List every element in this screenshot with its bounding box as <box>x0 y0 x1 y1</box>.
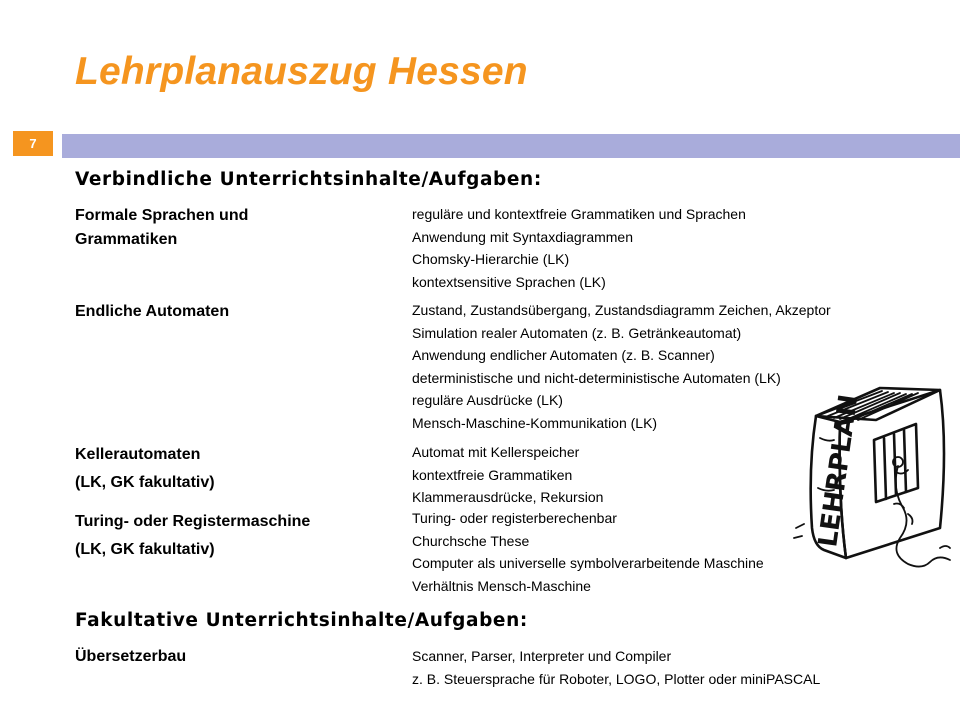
slide-title: Lehrplanauszug Hessen <box>75 50 528 93</box>
list-item: Chomsky-Hierarchie (LK) <box>412 251 570 268</box>
book-spine-label: LEHRPLAN <box>813 392 865 549</box>
topic-title: Kellerautomaten (LK, GK fakultativ) <box>75 446 215 491</box>
list-item: kontextsensitive Sprachen (LK) <box>412 273 606 290</box>
topic-items <box>412 299 831 435</box>
list-item: Churchsche These <box>412 532 530 549</box>
list-item: reguläre und kontextfreie Grammatiken und Sprachen <box>412 206 746 222</box>
list-item: Computer als universelle symbolverarbeitende Maschine <box>412 555 764 572</box>
list-item: Automat mit Kellerspeicher <box>412 444 580 460</box>
topic-title: Endliche Automaten <box>75 303 230 320</box>
list-item: Simulation realer Automaten (z. B. Getränkeautomat) <box>412 324 742 341</box>
topic-title: Formale Sprachen und Grammatiken <box>75 207 249 248</box>
list-item: reguläre Ausdrücke (LK) <box>412 392 563 409</box>
topic-title: Turing- oder Registermaschine (LK, GK fakultativ) <box>75 513 311 558</box>
list-item: Anwendung mit Syntaxdiagrammen <box>412 228 634 245</box>
list-item: z. B. Steuersprache für Roboter, LOGO, Plotter oder miniPASCAL <box>412 670 821 687</box>
list-item: Turing- oder registerberechenbar <box>412 510 617 526</box>
topic-items <box>412 507 764 597</box>
list-item: kontextfreie Grammatiken <box>412 466 573 483</box>
page-number-badge: 7 <box>13 131 53 156</box>
list-item: Verhältnis Mensch-Maschine <box>412 577 591 594</box>
mandatory-heading: Verbindliche Unterrichtsinhalte/Aufgaben: <box>75 169 542 190</box>
topic-items <box>412 645 820 690</box>
list-item: Klammerausdrücke, Rekursion <box>412 489 604 506</box>
topic-items <box>412 441 603 509</box>
list-item: Mensch-Maschine-Kommunikation (LK) <box>412 414 658 431</box>
list-item: deterministische und nicht-deterministische Automaten (LK) <box>412 369 781 386</box>
topic-items <box>412 203 746 293</box>
list-item: Zustand, Zustandsübergang, Zustandsdiagramm Zeichen, Akzeptor <box>412 302 831 318</box>
optional-heading: Fakultative Unterrichtsinhalte/Aufgaben: <box>75 610 528 631</box>
topic-title: Übersetzerbau <box>75 648 187 665</box>
list-item: Anwendung endlicher Automaten (z. B. Scanner) <box>412 347 715 364</box>
header-bar <box>62 134 960 158</box>
list-item: Scanner, Parser, Interpreter und Compiler <box>412 648 672 664</box>
